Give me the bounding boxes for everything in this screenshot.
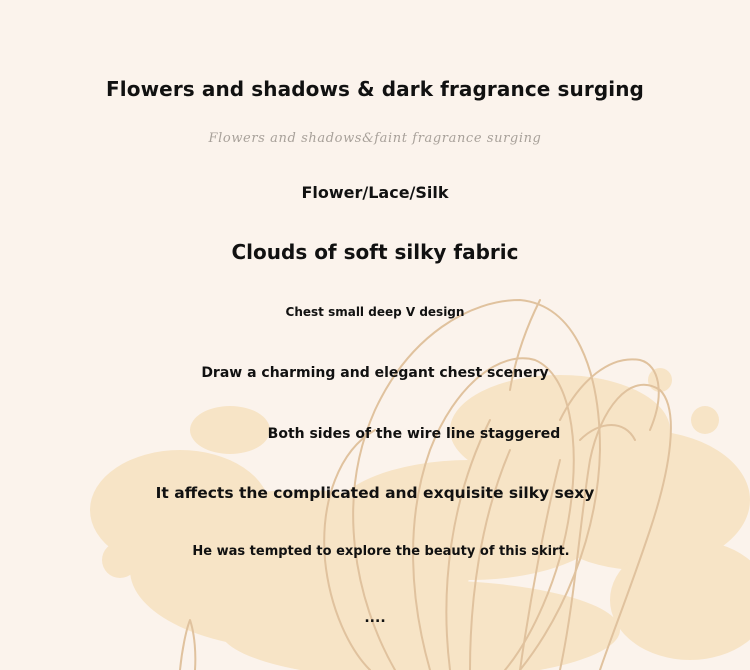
ellipsis-text: .... bbox=[364, 610, 386, 626]
page-subtitle: Flowers and shadows&faint fragrance surging bbox=[208, 131, 542, 146]
description-line: Both sides of the wire line staggered bbox=[267, 426, 561, 442]
page-title: Flowers and shadows & dark fragrance surging bbox=[106, 77, 644, 101]
fabric-headline: Clouds of soft silky fabric bbox=[231, 240, 519, 264]
material-tags: Flower/Lace/Silk bbox=[301, 183, 449, 202]
description-line: Chest small deep V design bbox=[285, 305, 465, 319]
description-line: He was tempted to explore the beauty of this skirt. bbox=[192, 544, 570, 559]
description-line: It affects the complicated and exquisite silky sexy bbox=[155, 484, 595, 502]
description-line: Draw a charming and elegant chest scenery bbox=[201, 365, 549, 381]
